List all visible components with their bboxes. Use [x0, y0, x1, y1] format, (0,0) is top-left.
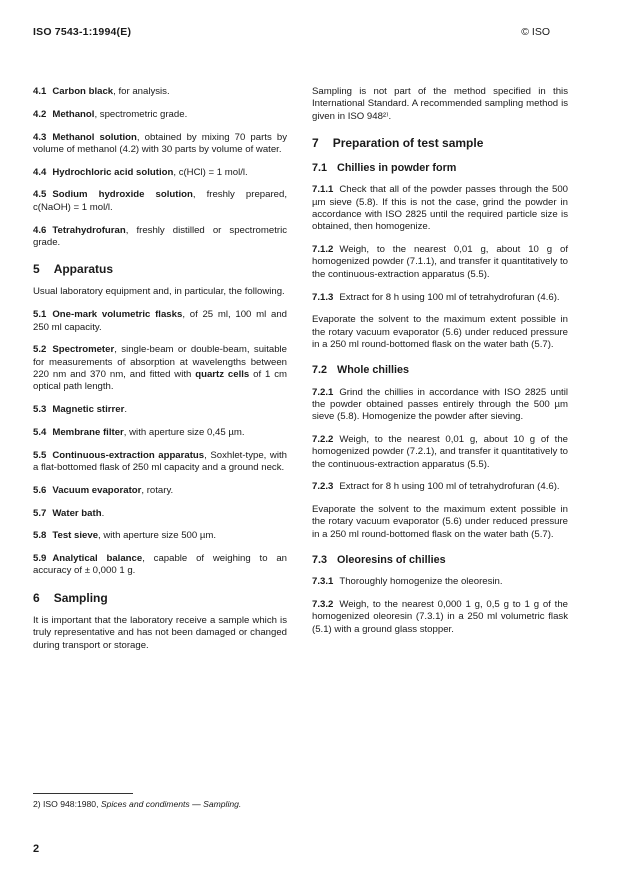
- clause-number: 7.3.2: [312, 599, 334, 611]
- copyright-mark: © ISO: [521, 26, 550, 38]
- clause-term: Spectrometer: [52, 344, 115, 356]
- clause-text: , capable of weighing to an accuracy of ± 0,000 1 g.: [33, 553, 287, 577]
- clause-number: 7.1.2: [312, 244, 334, 256]
- clause-number: 5.2: [33, 344, 47, 356]
- clause-item: [33, 404, 287, 416]
- subsection-heading: [312, 364, 568, 376]
- paragraph: Evaporate the solvent to the maximum extent possible in the rotary vacuum evaporator (5.6) under reduced pressure in a 250 ml round-bottomed flask on the water bath (5.7).: [312, 504, 568, 540]
- clause-text: , obtained by mixing 70 parts by volume of methanol (4.2) with 30 parts by volume of water.: [33, 131, 287, 155]
- clause-item: [33, 309, 287, 334]
- clause-text: , Soxhlet-type, with a flat-bottomed flask of 250 ml capacity and a ground neck.: [33, 449, 287, 473]
- clause-number: 4.6: [33, 224, 47, 236]
- section-title: Sampling: [53, 590, 108, 605]
- footnote: [33, 799, 241, 809]
- clause-text: , single-beam or double-beam, suitable for measurements of absorption at wavelengths between 220 nm and 370 nm, and fitted with: [33, 344, 287, 380]
- subsection-title: Oleoresins of chillies: [337, 554, 446, 567]
- clause-text: Weigh, to the nearest 0,000 1 g, 0,5 g to 1 g of the homogenized oleoresin (7.3.1) in a 250 ml volumetric flask (5.1) with a ground glass stopper.: [312, 599, 568, 635]
- clause-text: Extract for 8 h using 100 ml of tetrahydrofuran (4.6).: [339, 291, 560, 303]
- clause-number: 7.2.1: [312, 386, 334, 398]
- clause-item: [33, 189, 287, 214]
- clause-term: Magnetic stirrer: [52, 404, 125, 416]
- clause-term: Carbon black: [52, 86, 114, 97]
- clause-number: 4.2: [33, 108, 47, 120]
- clause-term: Analytical balance: [52, 553, 143, 565]
- clause-item: [312, 576, 568, 588]
- subsection-number: 7.2: [312, 364, 328, 377]
- section-number: 5: [33, 262, 40, 277]
- section-5-items: [33, 309, 287, 577]
- subsection-title: Whole chillies: [337, 364, 410, 377]
- section-4-items: [33, 86, 287, 249]
- clause-item: [312, 387, 568, 424]
- clause-number: 5.6: [33, 484, 47, 496]
- section-heading: [312, 137, 568, 149]
- subsection-heading: [312, 554, 568, 566]
- clause-number: 7.1.1: [312, 184, 334, 196]
- clause-text: of 1 cm optical path length.: [33, 368, 287, 393]
- clause-text: Weigh, to the nearest 0,01 g, about 10 g of the homogenized powder (7.2.1), and transfer it quantitatively to the continuous-extraction apparatus (5.5).: [312, 433, 568, 470]
- clause-number: 5.1: [33, 309, 47, 321]
- clause-term: Membrane filter: [52, 426, 124, 438]
- clause-text: Weigh, to the nearest 0,01 g, about 10 g of homogenized powder (7.1.1), and transfer it quantitatively to the continuous-extraction apparatus (5.5).: [312, 244, 568, 280]
- clause-term: Vacuum evaporator: [52, 484, 142, 496]
- clause-term: Hydrochloric acid solution: [52, 166, 174, 178]
- clause-item: [312, 481, 568, 493]
- clause-text: , freshly prepared, c(NaOH) = 1 mol/l.: [33, 189, 288, 213]
- clause-text: , freshly distilled or spectrometric grade.: [33, 224, 287, 248]
- clause-item: [312, 184, 568, 233]
- section-heading: [33, 592, 287, 604]
- clause-item: [312, 292, 568, 304]
- clause-text: , with aperture size 500 µm.: [98, 530, 217, 542]
- clause-item: [33, 553, 287, 578]
- clause-term: quartz cells: [195, 368, 250, 380]
- footnote-divider: [33, 793, 133, 794]
- clause-item: [33, 485, 287, 497]
- section-title: Preparation of test sample: [332, 135, 484, 150]
- clause-term: Methanol: [52, 108, 95, 120]
- subsection-number: 7.3: [312, 554, 328, 567]
- clause-item: [33, 86, 287, 98]
- clause-term: Sodium hydroxide solution: [52, 189, 193, 201]
- clause-item: [33, 427, 287, 439]
- clause-text: .: [101, 507, 105, 519]
- clause-item: [33, 508, 287, 520]
- clause-text: , of 25 ml, 100 ml and 250 ml capacity.: [33, 309, 287, 333]
- paragraph: It is important that the laboratory receive a sample which is truly representative and has not been damaged or changed during transport or storage.: [33, 615, 287, 651]
- clause-text: Extract for 8 h using 100 ml of tetrahydrofuran (4.6).: [339, 481, 560, 493]
- clause-number: 5.7: [33, 507, 47, 519]
- clause-text: , rotary.: [141, 484, 174, 496]
- clause-text: , spectrometric grade.: [94, 108, 188, 120]
- subsection-heading: [312, 162, 568, 174]
- clause-text: Grind the chillies in accordance with ISO 2825 until the powder obtained passes entirely through the 500 µm sieve (5.8). Homogenize the powder after sieving.: [312, 386, 568, 423]
- footnote-title: Spices and condiments — Sampling.: [100, 799, 242, 809]
- clause-item: [33, 132, 287, 157]
- subsection-number: 7.1: [312, 162, 328, 175]
- clause-term: Methanol solution: [52, 131, 137, 143]
- section-number: 6: [33, 590, 40, 605]
- paragraph: Usual laboratory equipment and, in particular, the following.: [33, 286, 285, 298]
- clause-term: Continuous-extraction apparatus: [52, 449, 205, 461]
- clause-term: Tetrahydrofuran: [52, 224, 126, 236]
- paragraph: Sampling is not part of the method specified in this International Standard. A recommended sampling method is given in ISO 948²⁾.: [312, 86, 568, 122]
- page-number: 2: [33, 843, 40, 855]
- section-number: 7: [312, 135, 319, 150]
- section-title: Apparatus: [53, 262, 114, 277]
- clause-term: One-mark volumetric flasks: [52, 309, 183, 321]
- clause-text: Thoroughly homogenize the oleoresin.: [339, 576, 503, 588]
- clause-number: 5.4: [33, 426, 47, 438]
- clause-item: [33, 344, 287, 393]
- left-column: [33, 86, 287, 662]
- footnote-ref: 2): [33, 799, 41, 809]
- subsection-title: Chillies in powder form: [337, 162, 457, 175]
- clause-number: 5.5: [33, 449, 47, 461]
- clause-number: 7.2.2: [312, 433, 334, 445]
- clause-term: Test sieve: [52, 530, 99, 542]
- clause-text: .: [124, 404, 127, 416]
- clause-number: 7.1.3: [312, 291, 334, 303]
- clause-term: Water bath: [52, 507, 102, 519]
- clause-number: 5.9: [33, 553, 47, 565]
- clause-item: [312, 599, 568, 636]
- standard-number: ISO 7543-1:1994(E): [33, 26, 132, 38]
- clause-item: [33, 530, 287, 542]
- clause-number: 4.5: [33, 189, 47, 201]
- footnote-text: ISO 948:1980,: [43, 799, 101, 809]
- clause-number: 4.3: [33, 131, 47, 143]
- clause-item: [312, 244, 568, 281]
- clause-number: 5.8: [33, 530, 47, 542]
- clause-item: [312, 434, 568, 471]
- clause-text: , c(HCl) = 1 mol/l.: [173, 166, 248, 178]
- clause-number: 4.4: [33, 166, 47, 178]
- clause-number: 7.2.3: [312, 481, 334, 493]
- clause-text: , with aperture size 0,45 µm.: [123, 426, 245, 438]
- clause-number: 4.1: [33, 86, 47, 97]
- clause-item: [33, 167, 287, 179]
- clause-number: 5.3: [33, 404, 47, 416]
- clause-number: 7.3.1: [312, 576, 334, 588]
- clause-item: [33, 109, 287, 121]
- clause-text: , for analysis.: [113, 86, 170, 97]
- paragraph: Evaporate the solvent to the maximum extent possible in the rotary vacuum evaporator (5.6) under reduced pressure in a 250 ml round-bottomed flask on the water bath (5.7).: [312, 314, 568, 350]
- right-column: [312, 86, 568, 647]
- clause-item: [33, 225, 287, 250]
- section-heading: [33, 263, 287, 275]
- clause-item: [33, 450, 287, 475]
- clause-text: Check that all of the powder passes through the 500 µm sieve (5.8). If this is not the case, grind the powder in accordance with ISO 2825 until the required particle size is obtained, then homogenize.: [312, 184, 568, 233]
